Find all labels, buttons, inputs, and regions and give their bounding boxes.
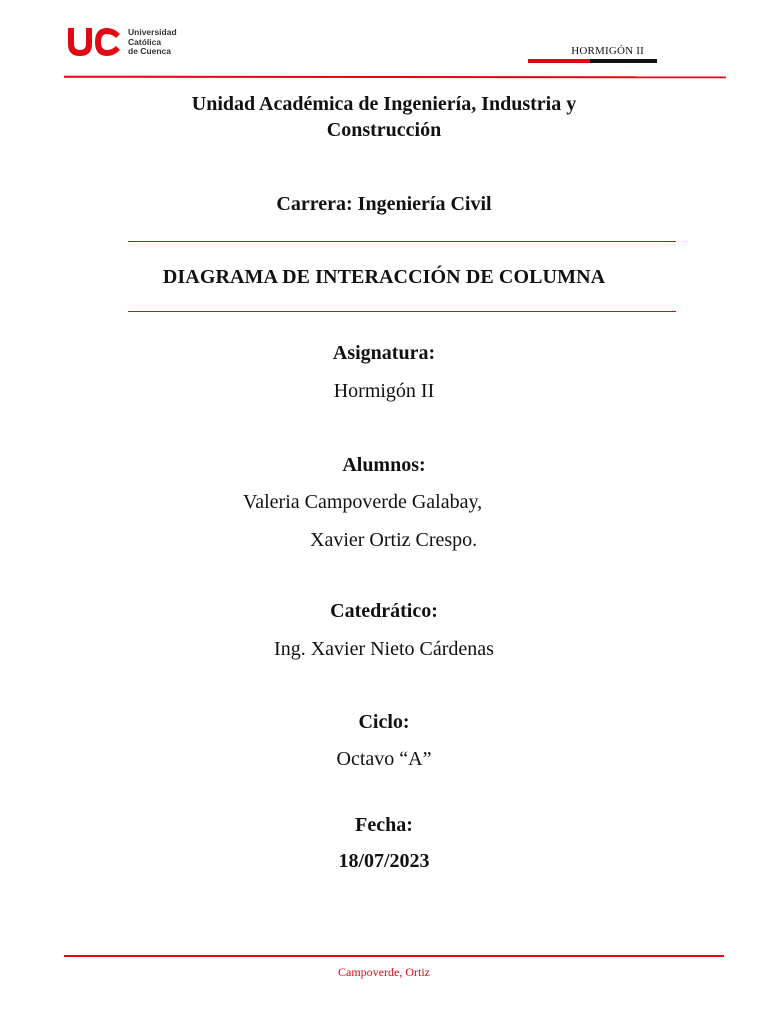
header-accent-red bbox=[528, 59, 590, 63]
career: Carrera: Ingeniería Civil bbox=[276, 193, 492, 215]
logo-line-2: Católica bbox=[128, 36, 162, 47]
uc-logo-mark-icon bbox=[64, 24, 124, 60]
academic-unit bbox=[0, 91, 768, 143]
course-tag: HORMIGÓN II bbox=[571, 45, 644, 57]
teacher-value: Ing. Xavier Nieto Cárdenas bbox=[274, 638, 494, 660]
cycle-value: Octavo “A” bbox=[336, 748, 432, 770]
date-value: 18/07/2023 bbox=[338, 850, 430, 872]
title-rule-top bbox=[128, 241, 676, 242]
student-1: Valeria Campoverde Galabay, bbox=[243, 491, 483, 513]
academic-unit-line-2: Construcción bbox=[326, 119, 442, 141]
students-label: Alumnos: bbox=[342, 454, 426, 476]
header-divider bbox=[64, 76, 726, 79]
date-label: Fecha: bbox=[355, 814, 413, 836]
academic-unit-line-1: Unidad Académica de Ingeniería, Industria y bbox=[191, 93, 577, 115]
teacher-label: Catedrático: bbox=[330, 600, 438, 622]
subject-value: Hormigón II bbox=[333, 380, 435, 402]
header-accent-black bbox=[590, 59, 657, 63]
university-logo bbox=[64, 24, 194, 64]
footer-divider bbox=[64, 955, 724, 957]
student-2: Xavier Ortiz Crespo. bbox=[310, 529, 478, 551]
footer-authors: Campoverde, Ortiz bbox=[338, 965, 430, 979]
logo-line-1: Universidad bbox=[128, 27, 177, 37]
cycle-label: Ciclo: bbox=[358, 711, 410, 733]
logo-line-3: de Cuenca bbox=[128, 46, 171, 56]
title-rule-bottom bbox=[128, 311, 676, 312]
subject-label: Asignatura: bbox=[332, 342, 436, 364]
logo-wordmark bbox=[128, 28, 177, 57]
document-title: DIAGRAMA DE INTERACCIÓN DE COLUMNA bbox=[162, 266, 606, 288]
